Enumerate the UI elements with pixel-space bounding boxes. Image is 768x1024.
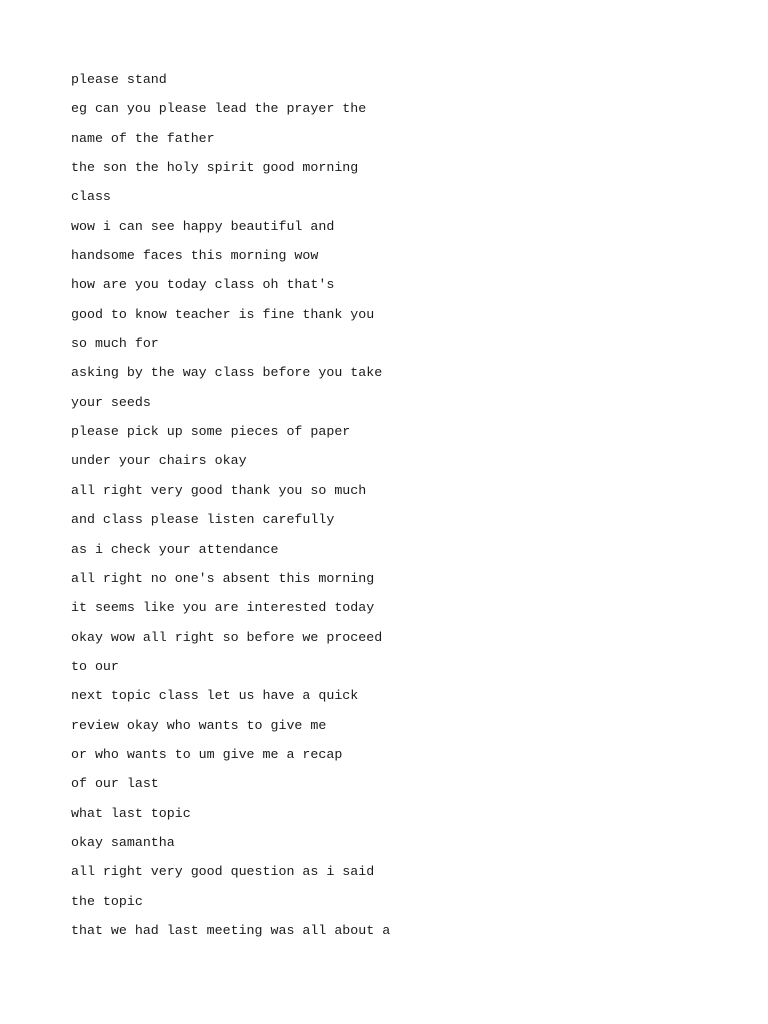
- transcript-line: and class please listen carefully: [71, 512, 335, 528]
- transcript-line: to our: [71, 658, 119, 674]
- transcript-line: or who wants to um give me a recap: [71, 746, 343, 762]
- transcript-line: what last topic: [71, 805, 191, 821]
- transcript-line: your seeds: [71, 394, 151, 410]
- transcript-line: eg can you please lead the prayer the: [71, 101, 367, 117]
- transcript-line: how are you today class oh that's: [71, 277, 335, 293]
- transcript-line: good to know teacher is fine thank you: [71, 306, 375, 322]
- transcript-line: the son the holy spirit good morning: [71, 160, 359, 176]
- transcript-line: please stand: [71, 72, 167, 87]
- transcript-line: as i check your attendance: [71, 541, 279, 557]
- transcript-line: next topic class let us have a quick: [71, 688, 359, 704]
- transcript-line: all right very good question as i said: [71, 864, 375, 880]
- transcript-line: okay wow all right so before we proceed: [71, 629, 383, 645]
- transcript-line: that we had last meeting was all about a: [71, 922, 391, 938]
- transcript-line: name of the father: [71, 130, 215, 146]
- transcript-line: it seems like you are interested today: [71, 600, 375, 616]
- transcript-line: wow i can see happy beautiful and: [71, 218, 335, 234]
- transcript-line: all right very good thank you so much: [71, 482, 367, 498]
- transcript-line: handsome faces this morning wow: [71, 248, 319, 264]
- transcript-line: asking by the way class before you take: [71, 365, 383, 381]
- transcript-line: please pick up some pieces of paper: [71, 424, 351, 440]
- transcript-line: okay samantha: [71, 834, 175, 850]
- transcript-line: the topic: [71, 893, 143, 909]
- transcript-line: class: [71, 189, 111, 205]
- transcript-line: of our last: [71, 776, 159, 792]
- transcript-line: all right no one's absent this morning: [71, 570, 375, 586]
- transcript-page: [71, 70, 691, 950]
- transcript-line: so much for: [71, 336, 159, 352]
- transcript-line: review okay who wants to give me: [71, 717, 327, 733]
- transcript-line: under your chairs okay: [71, 453, 247, 469]
